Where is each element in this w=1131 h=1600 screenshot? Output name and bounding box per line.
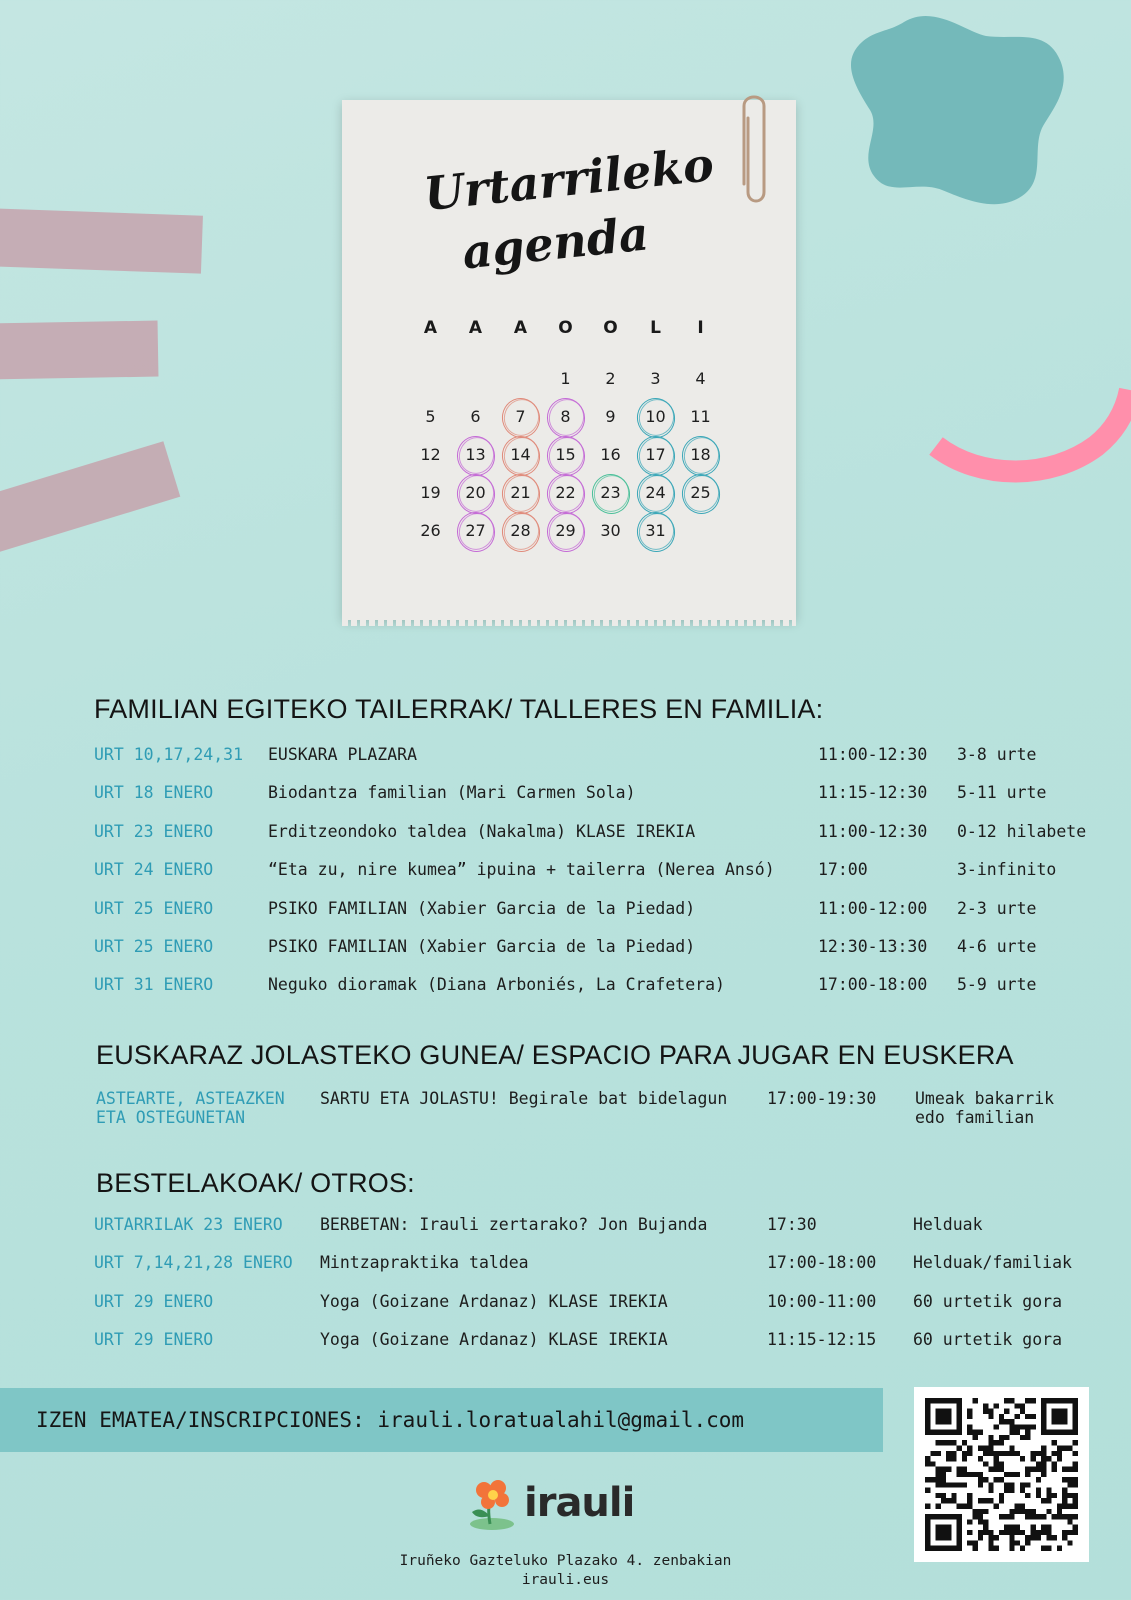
table-row (94, 899, 1124, 937)
event-activity: BERBETAN: Irauli zertarako? Jon Bujanda (320, 1215, 708, 1234)
calendar-day: 9 (605, 407, 616, 426)
table-row (94, 822, 1124, 860)
agenda-title-line2: agenda (459, 206, 651, 280)
event-date: URT 10,17,24,31 (94, 745, 244, 764)
event-time: 17:30 (767, 1215, 817, 1234)
calendar-day: 17 (633, 436, 678, 474)
table-row (94, 975, 1124, 1013)
calendar-day: 5 (425, 407, 436, 426)
registration-email-link[interactable]: irauli.loratualahil@gmail.com (377, 1408, 745, 1432)
event-audience: 60 urtetik gora (913, 1291, 1063, 1311)
footer-website-link[interactable]: irauli.eus (521, 1572, 610, 1588)
event-date: URT 29 ENERO (94, 1330, 214, 1350)
calendar-day: 8 (543, 398, 588, 436)
event-time: 10:00-11:00 (767, 1291, 877, 1311)
registration-label: IZEN EMATEA/INSCRIPCIONES: (36, 1408, 365, 1432)
footer-address: Iruñeko Gazteluko Plazako 4. zenbakian (399, 1553, 732, 1569)
calendar-weekday-header (408, 318, 723, 338)
calendar-day: 18 (678, 436, 723, 474)
weekday-label: A (513, 318, 528, 338)
calendar-day: 29 (543, 512, 588, 550)
calendar-day: 22 (543, 474, 588, 512)
calendar-day: 6 (470, 407, 481, 426)
event-date: ASTEARTE, ASTEAZKEN ETA OSTEGUNETAN (96, 1089, 285, 1127)
qr-code[interactable] (914, 1387, 1089, 1562)
calendar-empty-cell (498, 360, 543, 398)
event-date: URT 31 ENERO (94, 975, 214, 995)
event-date: URT 25 ENERO (94, 936, 214, 956)
decorative-stripe (0, 208, 203, 273)
event-time: 11:15-12:15 (767, 1330, 877, 1350)
calendar-empty-cell (453, 360, 498, 398)
decorative-stripe (0, 321, 158, 380)
event-audience: Helduak/familiak (913, 1253, 1072, 1273)
event-activity: SARTU ETA JOLASTU! Begirale bat bidelagun (320, 1089, 728, 1108)
agenda-title-line1: Urtarrileko (421, 137, 717, 222)
calendar-day: 25 (678, 474, 723, 512)
section-title-play-space: EUSKARAZ JOLASTEKO GUNEA/ ESPACIO PARA JUGAR EN EUSKERA (96, 1040, 1014, 1070)
workshops-list (94, 745, 1124, 1014)
irauli-logo-wordmark: irauli (524, 1480, 635, 1526)
calendar-day: 1 (560, 369, 571, 388)
event-audience: 3-8 urte (957, 745, 1037, 764)
weekday-label: O (558, 318, 573, 338)
calendar-day: 11 (690, 407, 711, 426)
table-row (94, 1292, 1124, 1330)
event-activity: Erditzeondoko taldea (Nakalma) KLASE IREKIA (268, 821, 696, 841)
section-title-others: BESTELAKOAK/ OTROS: (96, 1168, 415, 1198)
pink-arc-decoration (920, 330, 1131, 500)
list-item (96, 1089, 1126, 1129)
event-time: 11:00-12:30 (818, 821, 928, 841)
calendar-day: 15 (543, 436, 588, 474)
calendar-grid (408, 360, 723, 550)
event-activity: Mintzapraktika taldea (320, 1253, 529, 1273)
event-activity: PSIKO FAMILIAN (Xabier Garcia de la Piedad) (268, 898, 696, 918)
event-audience: 5-9 urte (957, 975, 1037, 995)
event-date: URT 29 ENERO (94, 1291, 214, 1311)
event-audience: 4-6 urte (957, 936, 1037, 956)
event-audience: 0-12 hilabete (957, 821, 1087, 841)
calendar-day: 24 (633, 474, 678, 512)
calendar-day: 3 (650, 369, 661, 388)
event-audience: 3-infinito (957, 860, 1057, 880)
event-audience: 5-11 urte (957, 783, 1047, 803)
calendar-empty-cell (678, 512, 723, 550)
event-time: 11:15-12:30 (818, 783, 928, 803)
event-time: 12:30-13:30 (818, 936, 928, 956)
table-row (94, 860, 1124, 898)
calendar-day: 21 (498, 474, 543, 512)
section-title-workshops: FAMILIAN EGITEKO TAILERRAK/ TALLERES EN FAMILIA: (94, 694, 824, 724)
event-time: 11:00-12:00 (818, 898, 928, 918)
decorative-stripe (0, 441, 180, 553)
qr-code-icon (925, 1398, 1078, 1551)
event-audience: 60 urtetik gora (913, 1330, 1063, 1350)
event-date: URT 18 ENERO (94, 783, 214, 803)
registration-text (36, 1408, 744, 1432)
event-date: URT 7,14,21,28 ENERO (94, 1253, 293, 1273)
calendar-day: 14 (498, 436, 543, 474)
event-audience: 2-3 urte (957, 898, 1037, 918)
teal-blob-decoration (846, 10, 1068, 210)
table-row (94, 783, 1124, 821)
event-activity: PSIKO FAMILIAN (Xabier Garcia de la Piedad) (268, 936, 696, 956)
calendar-day: 2 (605, 369, 616, 388)
event-activity: Yoga (Goizane Ardanaz) KLASE IREKIA (320, 1291, 668, 1311)
event-audience: Helduak (913, 1215, 983, 1234)
calendar-day: 4 (695, 369, 706, 388)
paperclip-icon (734, 88, 774, 204)
table-row (94, 1215, 1124, 1253)
calendar-day: 12 (420, 445, 441, 464)
event-activity: Biodantza familian (Mari Carmen Sola) (268, 783, 636, 803)
calendar-day: 20 (453, 474, 498, 512)
table-row (94, 937, 1124, 975)
event-activity: “Eta zu, nire kumea” ipuina + tailerra (Nerea Ansó) (268, 860, 775, 880)
event-activity: Yoga (Goizane Ardanaz) KLASE IREKIA (320, 1330, 668, 1350)
table-row (94, 745, 1124, 783)
event-date: URT 25 ENERO (94, 898, 214, 918)
event-time: 17:00 (818, 860, 868, 880)
calendar-day: 26 (420, 521, 441, 540)
play-space-list (96, 1089, 1126, 1129)
weekday-label: O (603, 318, 618, 338)
event-date: URT 23 ENERO (94, 821, 214, 841)
calendar-day: 31 (633, 512, 678, 550)
calendar-day: 28 (498, 512, 543, 550)
event-time: 17:00-18:00 (818, 975, 928, 995)
event-audience: Umeak bakarrik edo familian (915, 1089, 1055, 1127)
calendar-day: 10 (633, 398, 678, 436)
calendar-empty-cell (408, 360, 453, 398)
agenda-title (406, 132, 737, 289)
event-date: URTARRILAK 23 ENERO (94, 1215, 283, 1234)
others-list (94, 1215, 1124, 1369)
event-time: 17:00-18:00 (767, 1253, 877, 1273)
event-date: URT 24 ENERO (94, 860, 214, 880)
event-activity: EUSKARA PLAZARA (268, 745, 418, 764)
weekday-label: A (468, 318, 483, 338)
event-activity: Neguko dioramak (Diana Arboniés, La Crafetera) (268, 975, 725, 995)
calendar-day: 23 (588, 474, 633, 512)
calendar-day: 7 (498, 398, 543, 436)
weekday-label: A (423, 318, 438, 338)
weekday-label: L (650, 318, 661, 338)
registration-banner (0, 1388, 883, 1452)
event-time: 17:00-19:30 (767, 1089, 877, 1108)
calendar-day: 30 (600, 521, 621, 540)
calendar-day: 13 (453, 436, 498, 474)
calendar-day: 27 (453, 512, 498, 550)
agenda-note-card (342, 100, 796, 620)
table-row (94, 1253, 1124, 1291)
calendar-day: 19 (420, 483, 441, 502)
weekday-label: I (697, 318, 704, 338)
calendar-day: 16 (600, 445, 621, 464)
event-time: 11:00-12:30 (818, 745, 928, 764)
table-row (94, 1330, 1124, 1368)
